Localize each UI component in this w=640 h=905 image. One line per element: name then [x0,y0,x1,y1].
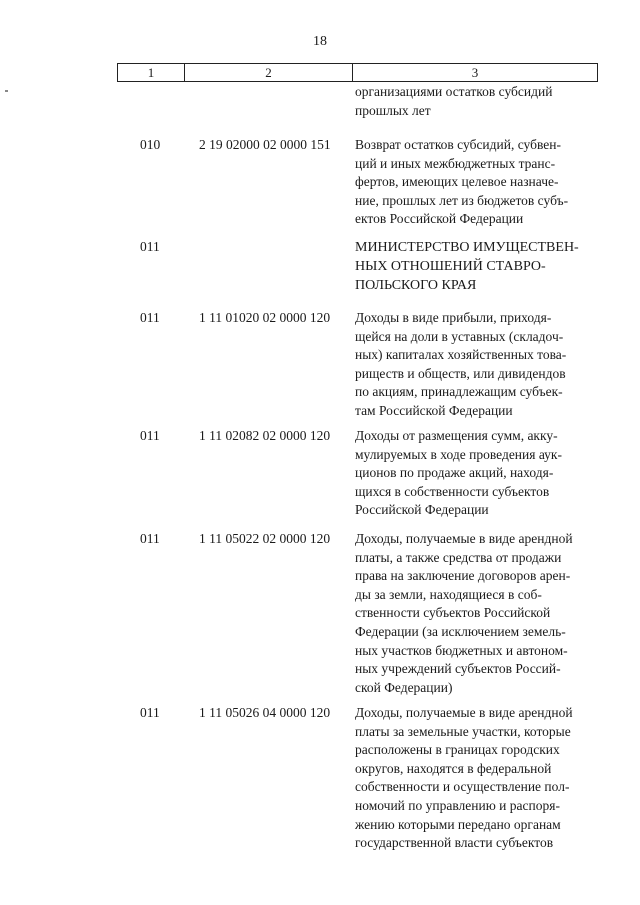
column-header-3: 3 [352,64,598,81]
column-header-2: 2 [184,64,352,81]
row-kbk: 2 19 02000 02 0000 151 [199,137,331,152]
row-code: 011 [140,239,160,254]
row-code: 011 [140,705,160,720]
row-description: Доходы, получаемые в виде арендной платы, а также средства от продажи права на заключение договоров арен- ды за земли, находящиеся в соб- ственности субъектов Российской Федерации (за исключением земель- ных участков бюджетных и автоном- ных учреждений субъектов Россий- ской Федерации) [355,531,573,695]
row-kbk: 1 11 05022 02 0000 120 [199,531,331,546]
row-code: 011 [140,428,160,443]
row-description: Возврат остатков субсидий, субвен- ций и иных межбюджетных транс- фертов, имеющих целевое назначе- ние, прошлых лет из бюджетов субъ- ектов Российской Федерации [355,137,569,227]
row-kbk: 1 11 05026 04 0000 120 [199,705,331,720]
row-description: Доходы от размещения сумм, акку- мулируемых в ходе проведения аук- ционов по продаже акций, находя- щихся в собственности субъектов Российской Федерации [355,428,562,518]
row-kbk: 1 11 02082 02 0000 120 [199,428,331,443]
row-kbk: 1 11 01020 02 0000 120 [199,310,331,325]
row-code: 011 [140,310,160,325]
margin-mark [5,90,8,92]
column-header-1: 1 [117,64,184,81]
table-column-header [117,63,598,82]
row-description: Доходы, получаемые в виде арендной платы за земельные участки, которые расположены в границах городских округов, находятся в федеральной собственности и осуществление пол- номочий по управлению и распоря- жению которыми передано органам государственной власти субъектов [355,705,573,851]
row-code: 011 [140,531,160,546]
row-code: 010 [140,137,161,152]
row-description: Доходы в виде прибыли, приходя- щейся на доли в уставных (складоч- ных) капиталах хозяйственных това- риществ и обществ, или дивидендов по акциям, принадлежащим субъек- там Российской Федерации [355,310,567,418]
page-number: 18 [313,34,327,49]
ministry-heading: МИНИСТЕРСТВО ИМУЩЕСТВЕН- НЫХ ОТНОШЕНИЙ СТАВРО- ПОЛЬСКОГО КРАЯ [355,240,579,293]
row-description: организациями остатков субсидий прошлых лет [355,84,553,118]
